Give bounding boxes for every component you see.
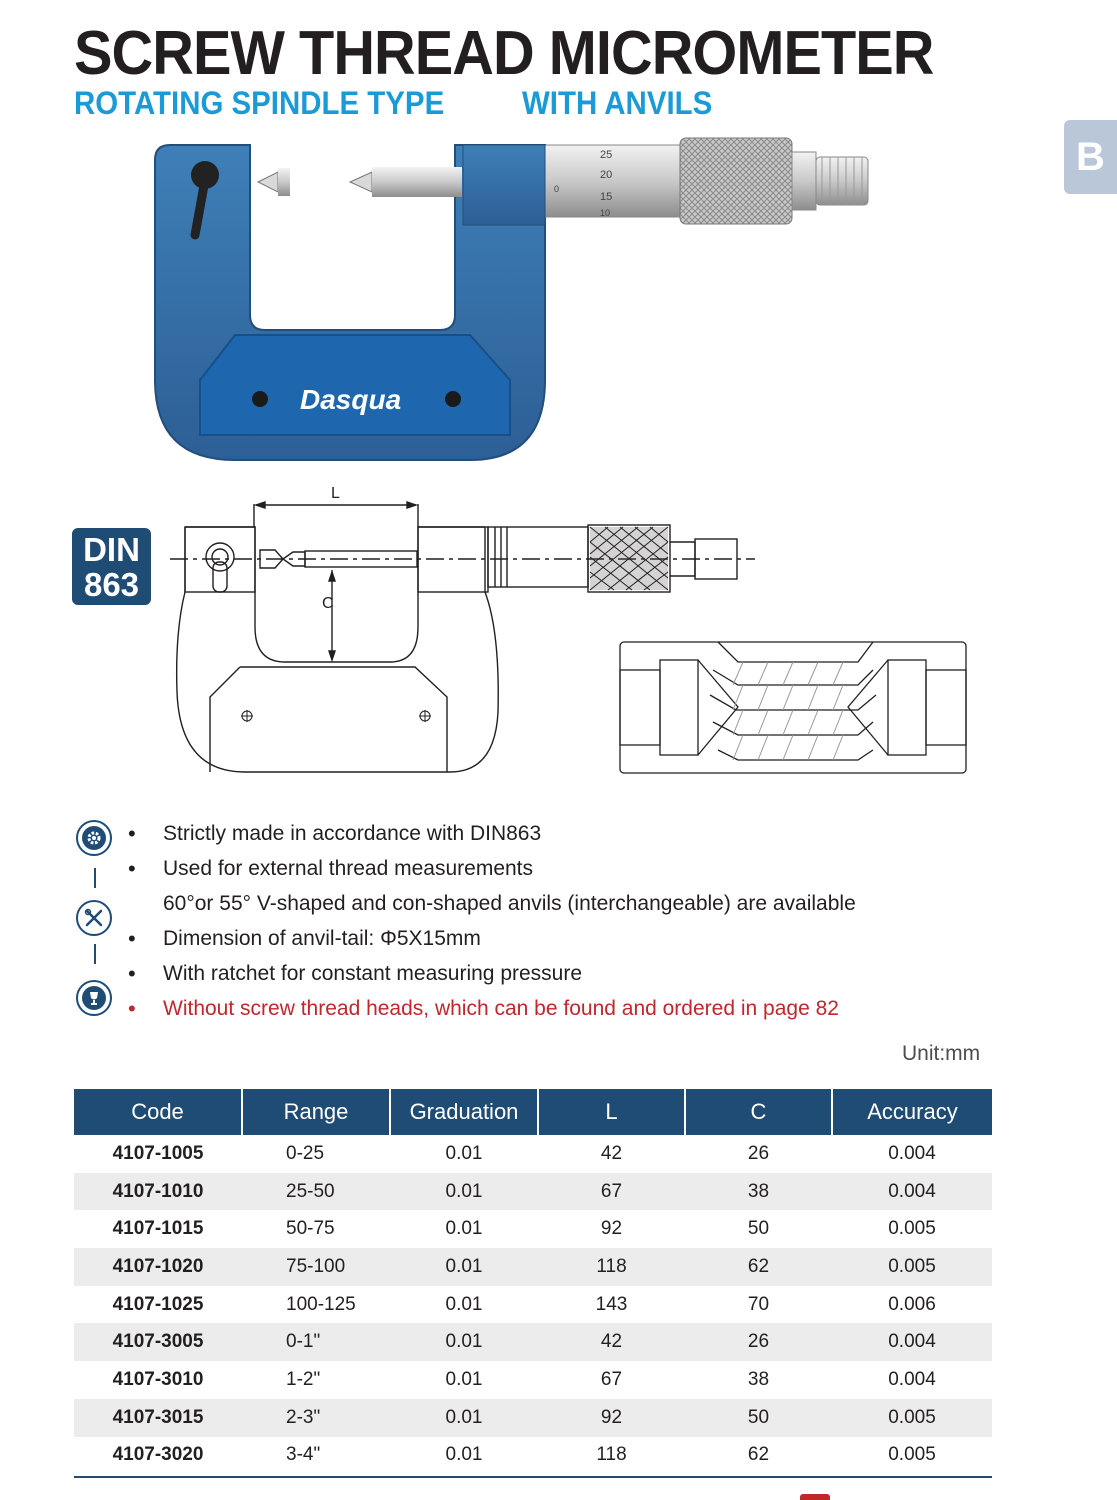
svg-text:15: 15 <box>600 191 613 203</box>
svg-text:0: 0 <box>554 184 560 194</box>
tools-icon <box>76 900 112 936</box>
table-row: 4107-1025 100-125 0.01 143 70 0.006 <box>112 1293 936 1315</box>
table-header-row <box>74 1089 992 1135</box>
spec-table <box>74 1089 992 1474</box>
micrometer-photo <box>140 130 880 475</box>
column-header-accuracy: Accuracy <box>832 1089 992 1135</box>
screw-icon <box>252 391 268 407</box>
column-header-graduation: Graduation <box>390 1089 538 1135</box>
svg-text:20: 20 <box>600 169 613 181</box>
trophy-icon <box>76 980 112 1016</box>
feature-item: • With ratchet for constant measuring pressure <box>128 961 583 986</box>
table-row: 4107-3020 3-4" 0.01 118 62 0.005 <box>112 1444 936 1466</box>
subtitle-spindle-type: ROTATING SPINDLE TYPE <box>74 85 445 121</box>
svg-text:10: 10 <box>600 208 611 218</box>
screw-icon <box>445 391 461 407</box>
column-header-code: Code <box>74 1089 242 1135</box>
feature-item: 60°or 55° V-shaped and con-shaped anvils (interchangeable) are available <box>163 892 856 915</box>
svg-text:25: 25 <box>600 149 613 161</box>
feature-item: • Strictly made in accordance with DIN863 <box>128 821 542 846</box>
unit-label: Unit:mm <box>902 1042 981 1065</box>
column-header-c: C <box>685 1089 832 1135</box>
table-row: 4107-1015 50-75 0.01 92 50 0.005 <box>112 1218 936 1240</box>
din-863-badge: DIN 863 <box>72 528 151 605</box>
dimension-label-l: L <box>331 485 340 502</box>
column-header-l: L <box>538 1089 685 1135</box>
table-row: 4107-3015 2-3" 0.01 92 50 0.005 <box>74 1399 992 1437</box>
footer-logo-fragment <box>800 1494 830 1500</box>
section-tab[interactable]: B <box>1064 120 1117 194</box>
gear-icon <box>76 820 112 856</box>
page-title: SCREW THREAD MICROMETER <box>74 19 934 88</box>
table-row: 4107-1020 75-100 0.01 118 62 0.005 <box>74 1248 992 1286</box>
feature-item: • Dimension of anvil-tail: Φ5X15mm <box>128 926 481 951</box>
column-header-range: Range <box>242 1089 390 1135</box>
subtitle-anvils: WITH ANVILS <box>522 85 713 121</box>
table-row: 4107-1010 25-50 0.01 67 38 0.004 <box>74 1173 992 1211</box>
feature-list <box>128 816 856 1026</box>
feature-item: • Used for external thread measurements <box>128 856 534 881</box>
table-row: 4107-3005 0-1" 0.01 42 26 0.004 <box>74 1323 992 1361</box>
brand-logo: Dasqua <box>300 384 402 415</box>
table-bottom-rule <box>74 1476 992 1478</box>
table-row: 4107-3010 1-2" 0.01 67 38 0.004 <box>112 1368 936 1390</box>
thread-detail-drawing <box>618 640 970 776</box>
dimension-label-c: C <box>322 595 334 612</box>
table-row: 4107-1005 0-25 0.01 42 26 0.004 <box>112 1142 936 1164</box>
feature-item-highlight[interactable]: • Without screw thread heads, which can be found and ordered in page 82 <box>128 996 839 1021</box>
